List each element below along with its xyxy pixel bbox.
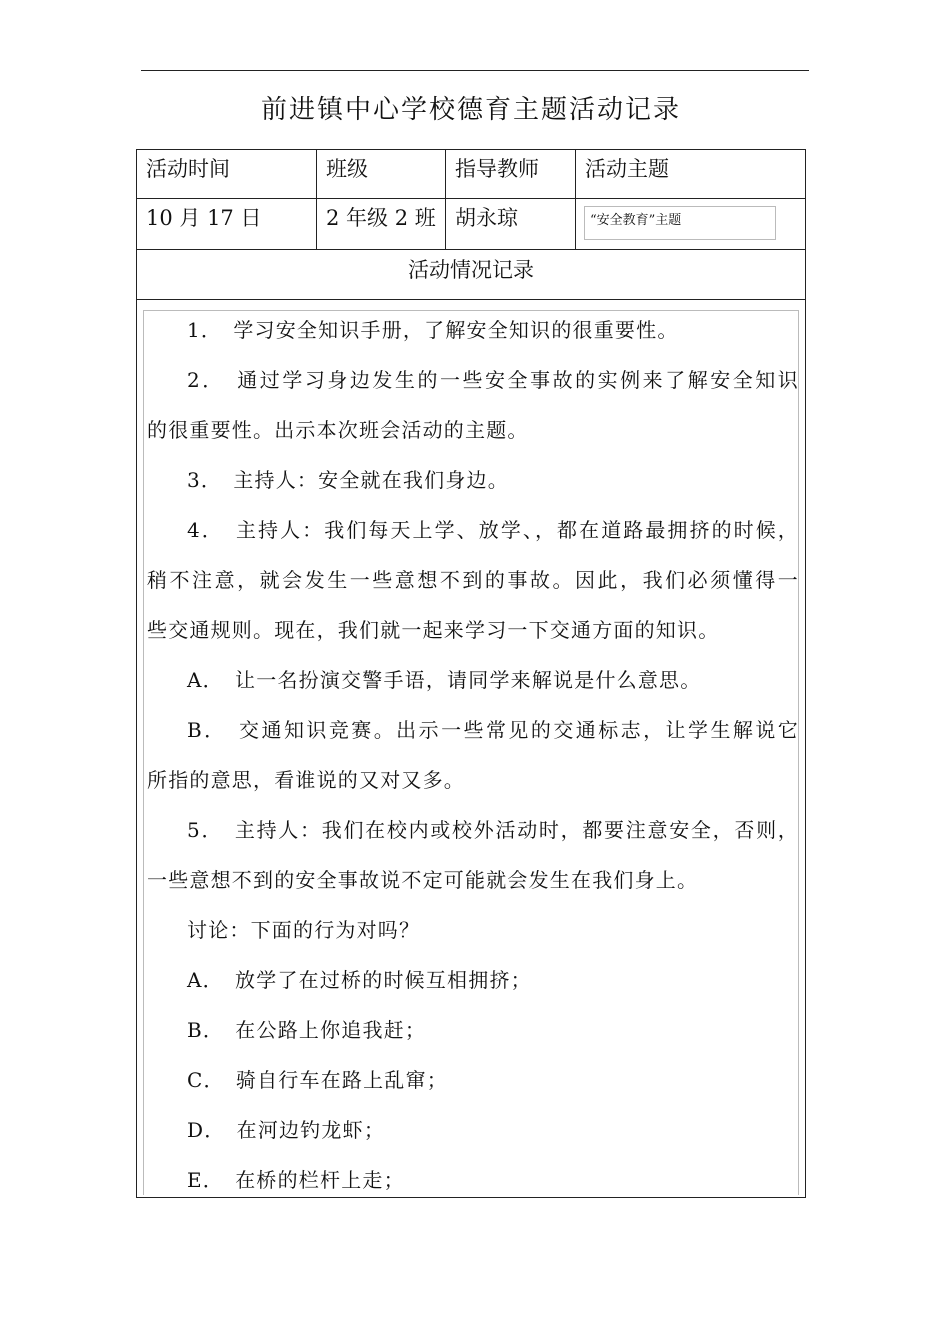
activity-record-table (136, 149, 806, 1198)
record-lines (147, 305, 799, 1205)
record-line: 所指的意思，看谁说的又对又多。 (147, 768, 465, 792)
header-class: 班级 (317, 150, 446, 198)
record-line: 2． 通过学习身边发生的一些安全事故的实例来了解安全知识 (187, 368, 799, 392)
top-rule (141, 70, 809, 71)
record-line: E． 在桥的栏杆上走； (187, 1168, 405, 1192)
record-line: A． 让一名扮演交警手语，请同学来解说是什么意思。 (187, 668, 702, 692)
record-line: 些交通规则。现在，我们就一起来学习一下交通方面的知识。 (147, 618, 720, 642)
page-title: 前进镇中心学校德育主题活动记录 (260, 95, 681, 125)
record-line: 的很重要性。出示本次班会活动的主题。 (147, 418, 529, 442)
teacher-name: 胡永琼 (446, 199, 576, 249)
topic-text: “安全教育”主题 (584, 206, 776, 240)
record-line: 1． 学习安全知识手册，了解安全知识的很重要性。 (187, 318, 679, 342)
record-line: 3． 主持人：安全就在我们身边。 (187, 468, 509, 492)
record-line: B． 在公路上你追我赶； (187, 1018, 427, 1042)
header-topic: 活动主题 (585, 157, 669, 181)
record-line: 5． 主持人：我们在校内或校外活动时，都要注意安全，否则， (187, 818, 799, 842)
record-line: B． 交通知识竞赛。出示一些常见的交通标志，让学生解说它 (187, 718, 799, 742)
topic-cell (576, 199, 807, 249)
record-line: A． 放学了在过桥的时候互相拥挤； (187, 968, 532, 992)
record-line: C． 骑自行车在路上乱窜； (187, 1068, 448, 1092)
value-row (137, 199, 805, 250)
record-line: 4． 主持人：我们每天上学、放学、，都在道路最拥挤的时候， (187, 518, 799, 542)
record-content (137, 300, 805, 1199)
header-teacher: 指导教师 (446, 150, 576, 198)
header-activity-time: 活动时间 (137, 150, 317, 198)
record-line: D． 在河边钓龙虾； (187, 1118, 386, 1142)
section-row (137, 250, 805, 300)
header-row (137, 150, 805, 199)
activity-date: 10 月 17 日 (137, 199, 317, 249)
class-name: 2 年级 2 班 (317, 199, 446, 249)
record-line: 稍不注意，就会发生一些意想不到的事故。因此，我们必须懂得一 (147, 568, 799, 592)
record-line: 讨论：下面的行为对吗？ (187, 918, 421, 942)
section-title: 活动情况记录 (408, 258, 534, 282)
record-line: 一些意想不到的安全事故说不定可能就会发生在我们身上。 (147, 868, 699, 892)
